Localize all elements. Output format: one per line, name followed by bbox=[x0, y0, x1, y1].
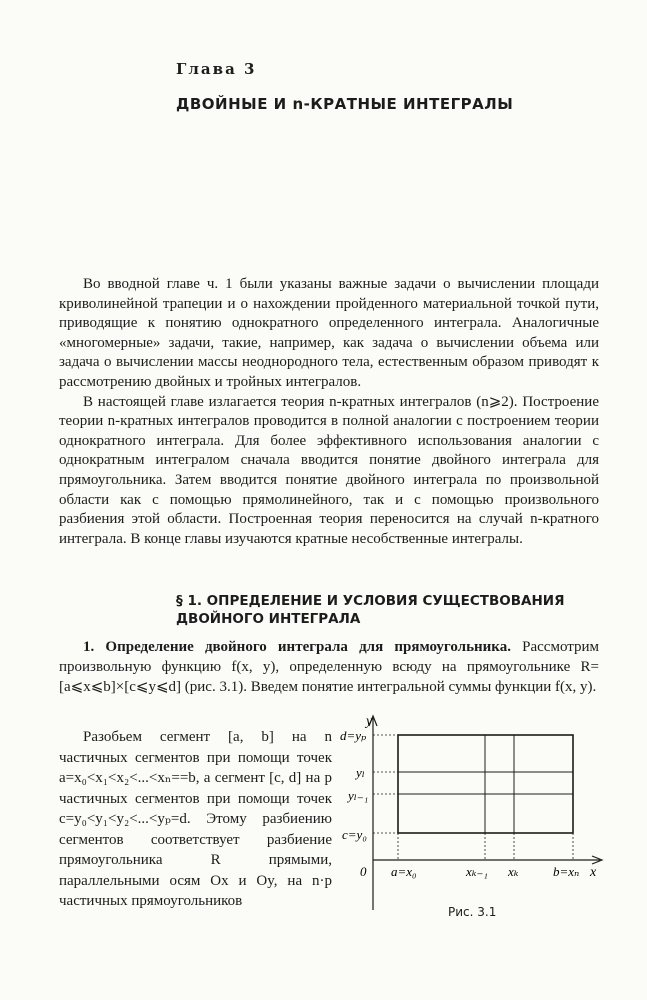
label-x-k-minus-1: xₖ₋₁ bbox=[466, 864, 488, 879]
figure-caption: Рис. 3.1 bbox=[448, 905, 497, 919]
subsection-intro bbox=[59, 637, 599, 697]
intro-paragraph-1: Во вводной главе ч. 1 были указаны важные задачи о вычислении площади криволинейной трапеции и о нахождении пройденного материальной точкой пути, приводящие к понятию однократного определенного интеграла. Аналогичные «многомерные» задачи, такие, например, как задача о вычислении объема или задача о вычислении массы неоднородного тела, естественным образом приводят к рассмотрению двойных и тройных интегралов. bbox=[59, 276, 599, 390]
label-b-xn: b=xₙ bbox=[553, 864, 580, 879]
label-y-axis: y bbox=[366, 714, 373, 729]
label-x-axis: x bbox=[590, 865, 597, 880]
partition-paragraph: Разобьем сегмент [a, b] на n частичных сегментов при помощи точек a=x₀<x₁<x₂<...<xₙ==b, а сегмент [c, d] на p частичных сегментов при помощи точек c=y₀<y₁<y₂<...<yₚ=d. Этому разбиению сегментов соответствует разбиение прямоугольника R прямыми, параллельными осям Ox и Oy, на n·p частичных прямоугольников bbox=[59, 729, 332, 909]
section-heading: § 1. ОПРЕДЕЛЕНИЕ И УСЛОВИЯ СУЩЕСТВОВАНИЯ ДВОЙНОГО ИНТЕГРАЛА bbox=[176, 593, 565, 627]
subsection-title: 1. Определение двойного интеграла для прямоугольника. bbox=[83, 639, 511, 655]
chapter-title: ДВОЙНЫЕ И n-КРАТНЫЕ ИНТЕГРАЛЫ bbox=[176, 95, 514, 113]
label-y-l-minus-1: yₗ₋₁ bbox=[348, 788, 369, 803]
label-c-y0: c=y₀ bbox=[342, 827, 367, 842]
partition-text-column bbox=[59, 727, 332, 912]
label-origin: 0 bbox=[360, 864, 367, 879]
subsection-text: Рассмотрим произвольную функцию f(x, y), определенную всюду на прямоугольнике R=[a⩽x⩽b]×[c⩽y⩽d] (рис. 3.1). Введем понятие интегральной суммы функции f(x, y). bbox=[59, 639, 599, 695]
label-d-yp: d=yₚ bbox=[340, 728, 367, 743]
intro-paragraph-2: В настоящей главе излагается теория n-кратных интегралов (n⩾2). Построение теории n-кратных интегралов проводится в полной аналогии с построением теории однократного интеграла. Для более эффективного использования аналогии с однократным интегралом сначала вводится понятие двойного интеграла для прямоугольника. Затем вводится понятие двойного интеграла по произвольной области как с помощью прямолинейного, так и с помощью произвольного разбиения этой области. Построенная теория переносится на случай n-кратного интеграла. В конце главы изучаются кратные несобственные интегралы. bbox=[59, 393, 599, 547]
intro-text bbox=[59, 275, 599, 549]
label-y-l: yₗ bbox=[356, 765, 365, 780]
label-x-k: xₖ bbox=[508, 864, 519, 879]
chapter-label: Глава 3 bbox=[176, 60, 257, 78]
label-a-x0: a=x₀ bbox=[391, 864, 417, 879]
